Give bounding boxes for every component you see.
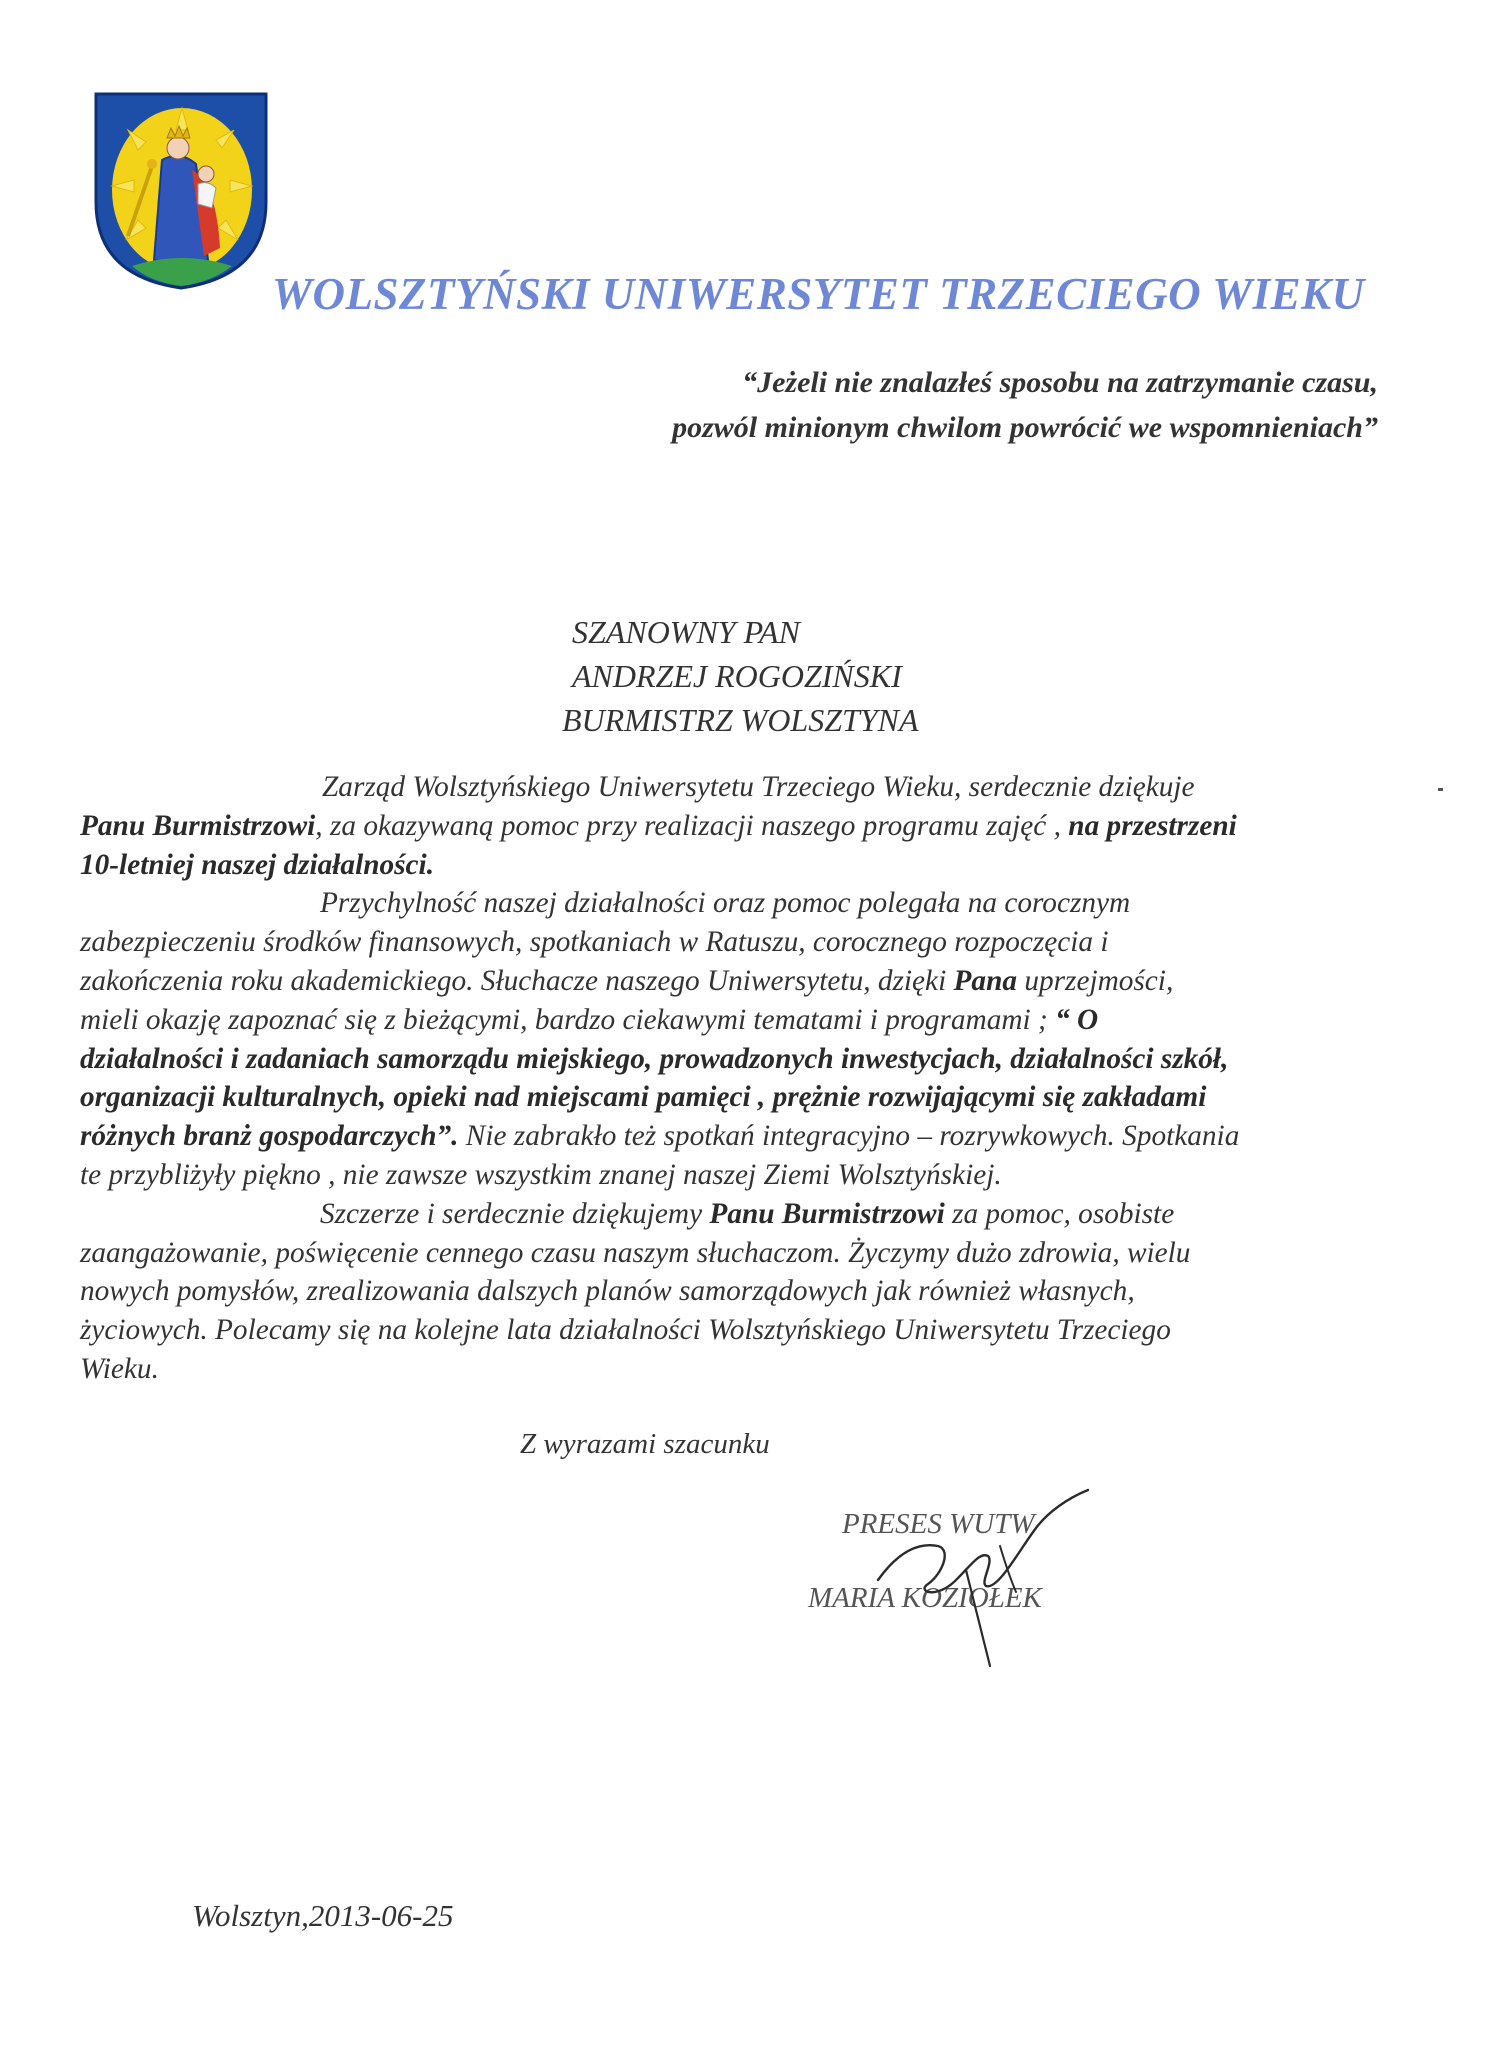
p1-line-2: [80, 807, 1420, 846]
p2-line-1: Przychylność naszej działalności oraz pomoc polegała na corocznym: [320, 887, 1131, 920]
organization-title: WOLSZTYŃSKI UNIWERSYTET TRZECIEGO WIEKU: [272, 269, 1365, 319]
p2-text-c: mieli okazję zapoznać się z bieżącymi, bardzo ciekawymi tematami i programami ;: [80, 1003, 1056, 1036]
handwritten-signature: [868, 1482, 1098, 1672]
letter-body: [80, 768, 1420, 1389]
signature-block: [808, 1502, 1148, 1672]
p3-line-4: życiowych. Polecamy się na kolejne lata działalności Wolsztyńskiego Uniwersytetu Trzeciego: [80, 1314, 1171, 1347]
p1-text: , za okazywaną pomoc przy realizacji naszego programu zajęć ,: [315, 809, 1069, 842]
p2-line-6: [80, 1078, 1420, 1117]
p3-line-2: zaangażowanie, poświęcenie cennego czasu naszym słuchaczom. Życzymy dużo zdrowia, wielu: [80, 1236, 1191, 1269]
p1-bold-decade: 10-letniej naszej działalności.: [80, 848, 435, 881]
recipient-salutation: SZANOWNY PAN: [572, 614, 800, 650]
p2-line-7: [80, 1117, 1420, 1156]
recipient-title: BURMISTRZ WOLSZTYNA: [562, 702, 919, 738]
signatory-role: PRESES WUTW: [842, 1508, 1035, 1540]
motto-line-1: “Jeżeli nie znalazłeś sposobu na zatrzymanie czasu,: [742, 366, 1378, 399]
p1-bold-addressee: Panu Burmistrzowi: [80, 809, 316, 842]
p2-line-4: [80, 1001, 1420, 1040]
p2-line-5: [80, 1040, 1420, 1079]
p1-line-1: Zarząd Wolsztyńskiego Uniwersytetu Trzeciego Wieku, serdecznie dziękuje: [322, 771, 1195, 803]
recipient-name: ANDRZEJ ROGOZIŃSKI: [572, 658, 902, 694]
p2-bold-topics-1: działalności i zadaniach samorządu miejskiego, prowadzonych inwestycjach, działalności szkół,: [80, 1042, 1229, 1075]
p2-line-2: zabezpieczeniu środków finansowych, spotkaniach w Ratuszu, corocznego rozpoczęcia i: [80, 926, 1109, 959]
p1-bold-span: na przestrzeni: [1068, 809, 1237, 842]
p3-line-1: [80, 1195, 1420, 1234]
p3-line-3: nowych pomysłów, zrealizowania dalszych planów samorządowych jak również własnych,: [80, 1275, 1135, 1308]
p2-bold-topics-3: różnych branż gospodarczych”.: [80, 1120, 459, 1153]
p3-text-b: za pomoc, osobiste: [944, 1197, 1175, 1230]
p3-text-a: Szczerze i serdecznie dziękujemy: [320, 1197, 710, 1230]
p2-text-b: uprzejmości,: [1017, 964, 1174, 997]
p3-line-5: Wieku.: [80, 1352, 159, 1385]
p2-bold-pana: Pana: [953, 964, 1018, 997]
signatory-name: MARIA KOZIOŁEK: [808, 1582, 1042, 1614]
motto-line-2: pozwól minionym chwilom powrócić we wspomnieniach”: [672, 411, 1378, 444]
recipient-block: [562, 610, 919, 742]
scan-speck: [1438, 788, 1443, 791]
p2-bold-quote-open: “ O: [1055, 1003, 1099, 1036]
p2-text-a: zakończenia roku akademickiego. Słuchacze naszego Uniwersytetu, dzięki: [80, 964, 954, 997]
place-and-date: Wolsztyn,2013-06-25: [192, 1898, 454, 1933]
motto-quote: [672, 360, 1378, 450]
p2-line-8: te przybliżyły piękno , nie zawsze wszystkim znanej naszej Ziemi Wolsztyńskiej.: [80, 1158, 1002, 1191]
closing-phrase: Z wyrazami szacunku: [520, 1428, 770, 1460]
coat-of-arms-emblem: [92, 90, 270, 290]
p2-line-3: [80, 962, 1420, 1001]
p3-bold-addressee: Panu Burmistrzowi: [709, 1197, 945, 1230]
p1-line-3: [80, 846, 1420, 885]
p2-bold-topics-2: organizacji kulturalnych, opieki nad miejscami pamięci , prężnie rozwijającymi się zakładami: [80, 1081, 1207, 1114]
p2-text-d: Nie zabrakło też spotkań integracyjno – rozrywkowych. Spotkania: [458, 1120, 1240, 1153]
